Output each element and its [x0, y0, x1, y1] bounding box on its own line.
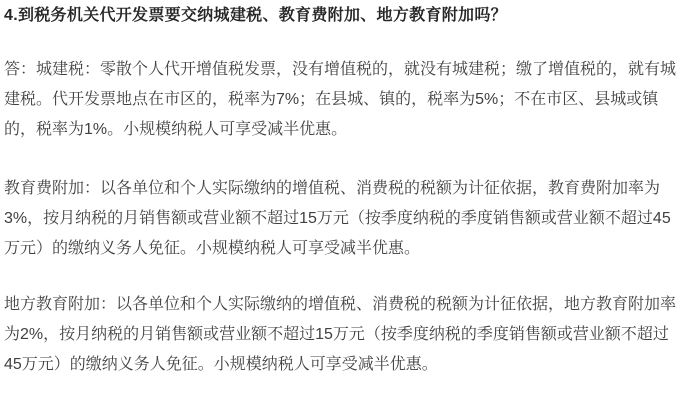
text-line: 地方教育附加：以各单位和个人实际缴纳的增值税、消费税的税额为计征依据，地方教育附加率 [4, 296, 677, 313]
text-line: 3%，按月纳税的月销售额或营业额不超过15万元（按季度纳税的季度销售额或营业额不超过45 [4, 210, 671, 227]
tax-qa-document [0, 5, 700, 380]
text-line: 教育费附加：以各单位和个人实际缴纳的增值税、消费税的税额为计征依据，教育费附加率为 [4, 180, 661, 197]
answer-paragraph-jiaoyufei-fujia [4, 174, 700, 264]
answer-paragraph-difang-jiaoyu-fujia [4, 290, 700, 380]
text-line: 答：城建税：零散个人代开增值税发票，没有增值税的，就没有城建税；缴了增值税的，就有城 [4, 61, 677, 78]
text-line: 为2%，按月纳税的月销售额或营业额不超过15万元（按季度纳税的季度销售额或营业额不超过 [4, 326, 669, 343]
question-title: 4.到税务机关代开发票要交纳城建税、教育费附加、地方教育附加吗？ [4, 7, 507, 24]
text-line: 45万元）的缴纳义务人免征。小规模纳税人可享受减半优惠。 [4, 356, 438, 373]
text-line: 的，税率为1%。小规模纳税人可享受减半优惠。 [4, 121, 348, 138]
text-line: 建税。代开发票地点在市区的，税率为7%；在县城、镇的，税率为5%；不在市区、县城或镇 [4, 91, 659, 108]
answer-paragraph-chengjianshui [4, 55, 700, 145]
text-line: 万元）的缴纳义务人免征。小规模纳税人可享受减半优惠。 [4, 240, 421, 257]
